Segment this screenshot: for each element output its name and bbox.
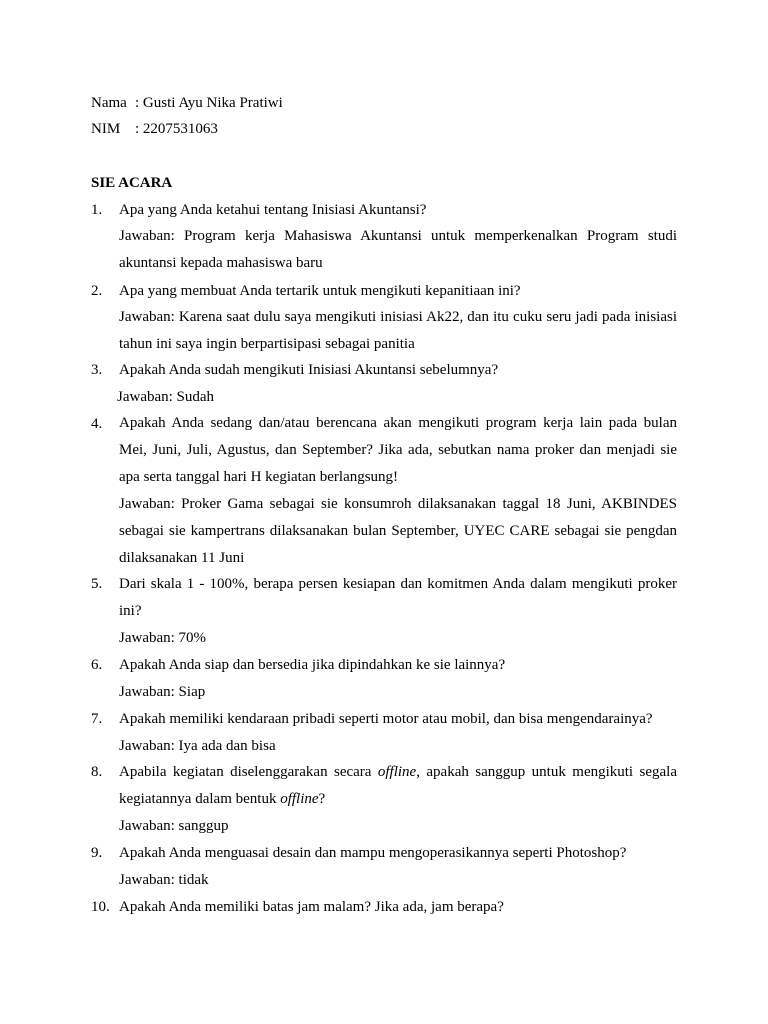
item-number-9: 9. <box>91 845 103 861</box>
item-number-7: 7. <box>91 711 103 727</box>
item-number-2: 2. <box>91 283 103 299</box>
answer-1: Jawaban: Program kerja Mahasiswa Akuntansi untuk memperkenalkan Program studi akuntansi kepada mahasiswa baru <box>119 228 677 271</box>
question-1: Apa yang Anda ketahui tentang Inisiasi Akuntansi? <box>119 202 427 218</box>
question-8-emphasis-2: offline <box>280 790 319 807</box>
answer-7: Jawaban: Iya ada dan bisa <box>119 738 276 754</box>
section-title: SIE ACARA <box>91 175 173 191</box>
item-number-10: 10. <box>91 899 110 915</box>
nim-value: : 2207531063 <box>135 121 218 137</box>
item-number-1: 1. <box>91 202 103 218</box>
question-2: Apa yang membuat Anda tertarik untuk mengikuti kepanitiaan ini? <box>119 283 521 299</box>
item-number-3: 3. <box>91 362 103 378</box>
question-5: Dari skala 1 - 100%, berapa persen kesiapan dan komitmen Anda dalam mengikuti proker ini? <box>119 576 677 619</box>
answer-5: Jawaban: 70% <box>119 630 207 646</box>
name-label: Nama <box>91 95 127 111</box>
item-number-8: 8. <box>91 764 103 780</box>
question-9: Apakah Anda menguasai desain dan mampu mengoperasikannya seperti Photoshop? <box>119 845 627 861</box>
question-7: Apakah memiliki kendaraan pribadi seperti motor atau mobil, dan bisa mengendarainya? <box>119 711 653 727</box>
question-6: Apakah Anda siap dan bersedia jika dipindahkan ke sie lainnya? <box>119 657 506 673</box>
question-8-emphasis-1: offline <box>377 764 417 780</box>
answer-3: Jawaban: Sudah <box>117 389 215 405</box>
name-value: : Gusti Ayu Nika Pratiwi <box>135 95 283 111</box>
answer-2: Jawaban: Karena saat dulu saya mengikuti inisiasi Ak22, dan itu cuku seru jadi pada inisiasi tahun ini saya ingin berpartisipasi sebagai panitia <box>119 309 677 352</box>
item-number-4: 4. <box>91 416 103 432</box>
answer-8: Jawaban: sanggup <box>119 818 229 834</box>
answer-6: Jawaban: Siap <box>119 684 206 700</box>
nim-label: NIM <box>91 121 121 137</box>
question-8 <box>119 759 677 813</box>
question-8-part2: , apakah sanggup untuk mengikuti segala kegiatannya dalam bentuk <box>119 764 677 807</box>
question-10: Apakah Anda memiliki batas jam malam? Jika ada, jam berapa? <box>119 899 504 915</box>
item-number-6: 6. <box>91 657 103 673</box>
question-3: Apakah Anda sudah mengikuti Inisiasi Akuntansi sebelumnya? <box>119 362 499 378</box>
answer-9: Jawaban: tidak <box>119 872 209 888</box>
question-8-part3: ? <box>318 790 326 807</box>
answer-4: Jawaban: Proker Gama sebagai sie konsumroh dilaksanakan taggal 18 Juni, AKBINDES sebagai sie kampertrans dilaksanakan bulan September, UYEC CARE sebagai sie pengdan dilaksanakan 11 Juni <box>119 496 677 566</box>
item-number-5: 5. <box>91 576 103 592</box>
question-8-part1: Apabila kegiatan diselenggarakan secara <box>119 764 378 780</box>
question-4: Apakah Anda sedang dan/atau berencana akan mengikuti program kerja lain pada bulan Mei, Juni, Juli, Agustus, dan September? Jika ada, sebutkan nama proker dan menjadi sie apa serta tanggal hari H kegiatan berlangsung! <box>119 415 677 485</box>
